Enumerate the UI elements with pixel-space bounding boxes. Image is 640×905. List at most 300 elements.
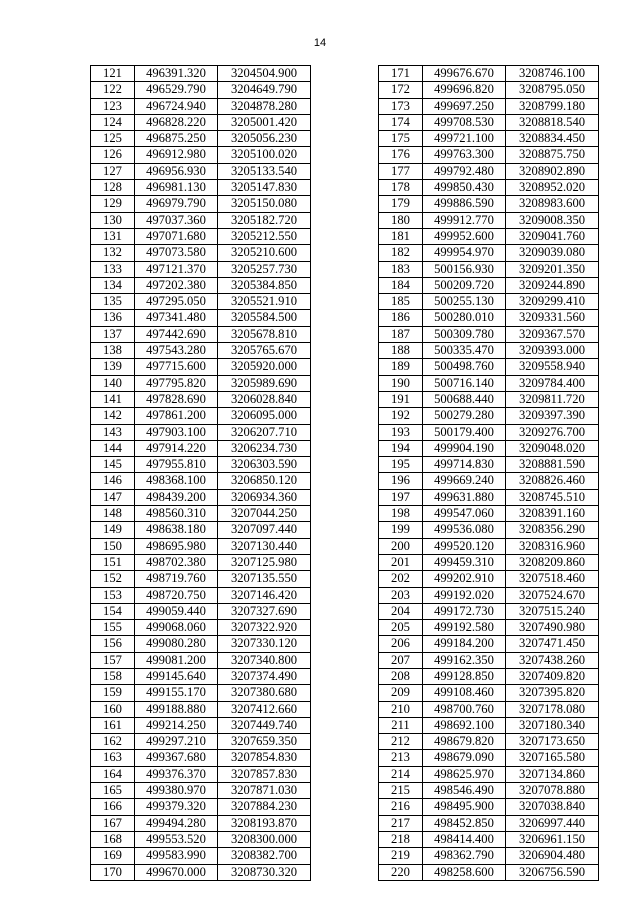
y-coordinate-cell: 3207165.580 — [506, 750, 599, 766]
table-row — [91, 440, 311, 456]
y-coordinate-cell: 3205182.720 — [218, 212, 311, 228]
table-row — [91, 261, 311, 277]
y-coordinate-cell: 3205257.730 — [218, 261, 311, 277]
x-coordinate-cell: 500209.720 — [423, 277, 506, 293]
x-coordinate-cell: 499188.880 — [135, 701, 218, 717]
y-coordinate-cell: 3205678.810 — [218, 326, 311, 342]
y-coordinate-cell: 3207322.920 — [218, 620, 311, 636]
y-coordinate-cell: 3209244.890 — [506, 277, 599, 293]
point-number-cell: 139 — [91, 359, 135, 375]
point-number-cell: 171 — [379, 66, 423, 82]
table-row — [379, 391, 599, 407]
table-row — [91, 196, 311, 212]
x-coordinate-cell: 496828.220 — [135, 114, 218, 130]
y-coordinate-cell: 3205384.850 — [218, 277, 311, 293]
x-coordinate-cell: 498368.100 — [135, 473, 218, 489]
table-row — [379, 131, 599, 147]
table-row — [91, 310, 311, 326]
table-row — [379, 98, 599, 114]
y-coordinate-cell: 3209367.570 — [506, 326, 599, 342]
y-coordinate-cell: 3209276.700 — [506, 424, 599, 440]
y-coordinate-cell: 3207078.880 — [506, 783, 599, 799]
x-coordinate-cell: 498625.970 — [423, 766, 506, 782]
point-number-cell: 135 — [91, 294, 135, 310]
point-number-cell: 121 — [91, 66, 135, 82]
x-coordinate-cell: 496724.940 — [135, 98, 218, 114]
y-coordinate-cell: 3207044.250 — [218, 506, 311, 522]
y-coordinate-cell: 3207449.740 — [218, 717, 311, 733]
x-coordinate-cell: 496981.130 — [135, 180, 218, 196]
y-coordinate-cell: 3205056.230 — [218, 131, 311, 147]
y-coordinate-cell: 3207330.120 — [218, 636, 311, 652]
point-number-cell: 134 — [91, 277, 135, 293]
x-coordinate-cell: 499583.990 — [135, 848, 218, 864]
point-number-cell: 174 — [379, 114, 423, 130]
point-number-cell: 147 — [91, 489, 135, 505]
x-coordinate-cell: 500156.930 — [423, 261, 506, 277]
point-number-cell: 164 — [91, 766, 135, 782]
table-row — [379, 522, 599, 538]
x-coordinate-cell: 499912.770 — [423, 212, 506, 228]
y-coordinate-cell: 3208745.510 — [506, 489, 599, 505]
point-number-cell: 192 — [379, 408, 423, 424]
x-coordinate-cell: 497543.280 — [135, 343, 218, 359]
point-number-cell: 195 — [379, 457, 423, 473]
x-coordinate-cell: 497341.480 — [135, 310, 218, 326]
x-coordinate-cell: 499631.880 — [423, 489, 506, 505]
y-coordinate-cell: 3209039.080 — [506, 245, 599, 261]
point-number-cell: 156 — [91, 636, 135, 652]
x-coordinate-cell: 498695.980 — [135, 538, 218, 554]
y-coordinate-cell: 3207409.820 — [506, 668, 599, 684]
point-number-cell: 187 — [379, 326, 423, 342]
x-coordinate-cell: 499214.250 — [135, 717, 218, 733]
point-number-cell: 177 — [379, 163, 423, 179]
y-coordinate-cell: 3209784.400 — [506, 375, 599, 391]
point-number-cell: 197 — [379, 489, 423, 505]
table-row — [379, 245, 599, 261]
point-number-cell: 166 — [91, 799, 135, 815]
table-row — [379, 375, 599, 391]
y-coordinate-cell: 3207857.830 — [218, 766, 311, 782]
table-row — [379, 538, 599, 554]
x-coordinate-cell: 499714.830 — [423, 457, 506, 473]
point-number-cell: 176 — [379, 147, 423, 163]
table-row — [91, 783, 311, 799]
point-number-cell: 138 — [91, 343, 135, 359]
x-coordinate-cell: 499676.670 — [423, 66, 506, 82]
table-row — [379, 734, 599, 750]
table-row — [91, 359, 311, 375]
point-number-cell: 146 — [91, 473, 135, 489]
y-coordinate-cell: 3208382.700 — [218, 848, 311, 864]
point-number-cell: 216 — [379, 799, 423, 815]
point-number-cell: 200 — [379, 538, 423, 554]
y-coordinate-cell: 3208316.960 — [506, 538, 599, 554]
table-row — [91, 554, 311, 570]
x-coordinate-cell: 499145.640 — [135, 668, 218, 684]
point-number-cell: 151 — [91, 554, 135, 570]
table-row — [379, 294, 599, 310]
y-coordinate-cell: 3206934.360 — [218, 489, 311, 505]
table-row — [91, 620, 311, 636]
table-row — [379, 506, 599, 522]
x-coordinate-cell: 499155.170 — [135, 685, 218, 701]
y-coordinate-cell: 3208193.870 — [218, 815, 311, 831]
table-row — [91, 457, 311, 473]
table-row — [379, 620, 599, 636]
x-coordinate-cell: 499721.100 — [423, 131, 506, 147]
point-number-cell: 220 — [379, 864, 423, 880]
point-number-cell: 212 — [379, 734, 423, 750]
table-row — [379, 82, 599, 98]
x-coordinate-cell: 499108.460 — [423, 685, 506, 701]
x-coordinate-cell: 499952.600 — [423, 228, 506, 244]
y-coordinate-cell: 3207125.980 — [218, 554, 311, 570]
y-coordinate-cell: 3209041.760 — [506, 228, 599, 244]
point-number-cell: 214 — [379, 766, 423, 782]
table-row — [379, 180, 599, 196]
table-row — [379, 424, 599, 440]
point-number-cell: 217 — [379, 815, 423, 831]
x-coordinate-cell: 499494.280 — [135, 815, 218, 831]
point-number-cell: 204 — [379, 603, 423, 619]
x-coordinate-cell: 499696.820 — [423, 82, 506, 98]
point-number-cell: 219 — [379, 848, 423, 864]
point-number-cell: 137 — [91, 326, 135, 342]
y-coordinate-cell: 3206850.120 — [218, 473, 311, 489]
point-number-cell: 125 — [91, 131, 135, 147]
x-coordinate-cell: 496979.790 — [135, 196, 218, 212]
y-coordinate-cell: 3205100.020 — [218, 147, 311, 163]
x-coordinate-cell: 497121.370 — [135, 261, 218, 277]
table-row — [91, 571, 311, 587]
point-number-cell: 132 — [91, 245, 135, 261]
table-row — [91, 391, 311, 407]
x-coordinate-cell: 497202.380 — [135, 277, 218, 293]
y-coordinate-cell: 3208300.000 — [218, 831, 311, 847]
y-coordinate-cell: 3207038.840 — [506, 799, 599, 815]
point-number-cell: 198 — [379, 506, 423, 522]
point-number-cell: 208 — [379, 668, 423, 684]
y-coordinate-cell: 3208795.050 — [506, 82, 599, 98]
x-coordinate-cell: 499184.200 — [423, 636, 506, 652]
x-coordinate-cell: 496529.790 — [135, 82, 218, 98]
point-number-cell: 122 — [91, 82, 135, 98]
y-coordinate-cell: 3209201.350 — [506, 261, 599, 277]
table-row — [379, 261, 599, 277]
x-coordinate-cell: 497071.680 — [135, 228, 218, 244]
x-coordinate-cell: 499297.210 — [135, 734, 218, 750]
table-row — [91, 473, 311, 489]
table-row — [91, 603, 311, 619]
table-row — [379, 343, 599, 359]
point-number-cell: 159 — [91, 685, 135, 701]
table-row — [91, 668, 311, 684]
table-row — [91, 408, 311, 424]
y-coordinate-cell: 3208875.750 — [506, 147, 599, 163]
table-row — [379, 359, 599, 375]
y-coordinate-cell: 3204878.280 — [218, 98, 311, 114]
table-row — [91, 277, 311, 293]
point-number-cell: 131 — [91, 228, 135, 244]
table-row — [379, 652, 599, 668]
y-coordinate-cell: 3207146.420 — [218, 587, 311, 603]
point-number-cell: 158 — [91, 668, 135, 684]
x-coordinate-cell: 498258.600 — [423, 864, 506, 880]
y-coordinate-cell: 3209299.410 — [506, 294, 599, 310]
x-coordinate-cell: 498679.090 — [423, 750, 506, 766]
point-number-cell: 218 — [379, 831, 423, 847]
table-row — [379, 473, 599, 489]
x-coordinate-cell: 498702.380 — [135, 554, 218, 570]
table-row — [379, 440, 599, 456]
point-number-cell: 152 — [91, 571, 135, 587]
table-row — [91, 131, 311, 147]
x-coordinate-cell: 499192.020 — [423, 587, 506, 603]
x-coordinate-cell: 499547.060 — [423, 506, 506, 522]
y-coordinate-cell: 3206756.590 — [506, 864, 599, 880]
point-number-cell: 182 — [379, 245, 423, 261]
x-coordinate-cell: 498414.400 — [423, 831, 506, 847]
y-coordinate-cell: 3207438.260 — [506, 652, 599, 668]
table-row — [91, 212, 311, 228]
point-number-cell: 136 — [91, 310, 135, 326]
x-coordinate-cell: 496391.320 — [135, 66, 218, 82]
y-coordinate-cell: 3206961.150 — [506, 831, 599, 847]
x-coordinate-cell: 499520.120 — [423, 538, 506, 554]
table-row — [91, 66, 311, 82]
table-row — [379, 831, 599, 847]
x-coordinate-cell: 498546.490 — [423, 783, 506, 799]
x-coordinate-cell: 497795.820 — [135, 375, 218, 391]
point-number-cell: 207 — [379, 652, 423, 668]
table-row — [379, 277, 599, 293]
y-coordinate-cell: 3205765.670 — [218, 343, 311, 359]
table-row — [379, 66, 599, 82]
table-row — [91, 652, 311, 668]
x-coordinate-cell: 499459.310 — [423, 554, 506, 570]
table-row — [91, 766, 311, 782]
y-coordinate-cell: 3208902.890 — [506, 163, 599, 179]
y-coordinate-cell: 3207134.860 — [506, 766, 599, 782]
x-coordinate-cell: 499376.370 — [135, 766, 218, 782]
point-number-cell: 172 — [379, 82, 423, 98]
y-coordinate-cell: 3205210.600 — [218, 245, 311, 261]
y-coordinate-cell: 3208834.450 — [506, 131, 599, 147]
x-coordinate-cell: 499763.300 — [423, 147, 506, 163]
table-row — [379, 571, 599, 587]
table-row — [91, 750, 311, 766]
point-number-cell: 183 — [379, 261, 423, 277]
x-coordinate-cell: 499162.350 — [423, 652, 506, 668]
table-row — [91, 799, 311, 815]
point-number-cell: 189 — [379, 359, 423, 375]
point-number-cell: 161 — [91, 717, 135, 733]
x-coordinate-cell: 499670.000 — [135, 864, 218, 880]
x-coordinate-cell: 499379.320 — [135, 799, 218, 815]
coordinates-table-left — [90, 65, 311, 881]
y-coordinate-cell: 3208799.180 — [506, 98, 599, 114]
x-coordinate-cell: 497037.360 — [135, 212, 218, 228]
point-number-cell: 209 — [379, 685, 423, 701]
x-coordinate-cell: 500688.440 — [423, 391, 506, 407]
table-row — [91, 848, 311, 864]
table-row — [379, 864, 599, 880]
y-coordinate-cell: 3205001.420 — [218, 114, 311, 130]
y-coordinate-cell: 3207130.440 — [218, 538, 311, 554]
point-number-cell: 150 — [91, 538, 135, 554]
point-number-cell: 127 — [91, 163, 135, 179]
x-coordinate-cell: 499172.730 — [423, 603, 506, 619]
x-coordinate-cell: 498439.200 — [135, 489, 218, 505]
x-coordinate-cell: 500179.400 — [423, 424, 506, 440]
point-number-cell: 186 — [379, 310, 423, 326]
point-number-cell: 181 — [379, 228, 423, 244]
x-coordinate-cell: 499904.190 — [423, 440, 506, 456]
y-coordinate-cell: 3209558.940 — [506, 359, 599, 375]
x-coordinate-cell: 499059.440 — [135, 603, 218, 619]
y-coordinate-cell: 3205147.830 — [218, 180, 311, 196]
y-coordinate-cell: 3207340.800 — [218, 652, 311, 668]
x-coordinate-cell: 497903.100 — [135, 424, 218, 440]
x-coordinate-cell: 500498.760 — [423, 359, 506, 375]
x-coordinate-cell: 499367.680 — [135, 750, 218, 766]
y-coordinate-cell: 3205920.000 — [218, 359, 311, 375]
table-row — [91, 294, 311, 310]
table-row — [379, 717, 599, 733]
point-number-cell: 205 — [379, 620, 423, 636]
x-coordinate-cell: 498452.850 — [423, 815, 506, 831]
point-number-cell: 140 — [91, 375, 135, 391]
table-row — [379, 212, 599, 228]
point-number-cell: 190 — [379, 375, 423, 391]
point-number-cell: 142 — [91, 408, 135, 424]
y-coordinate-cell: 3207180.340 — [506, 717, 599, 733]
table-row — [91, 114, 311, 130]
x-coordinate-cell: 498692.100 — [423, 717, 506, 733]
table-row — [379, 196, 599, 212]
table-row — [379, 799, 599, 815]
x-coordinate-cell: 498560.310 — [135, 506, 218, 522]
x-coordinate-cell: 499697.250 — [423, 98, 506, 114]
y-coordinate-cell: 3208818.540 — [506, 114, 599, 130]
y-coordinate-cell: 3209393.000 — [506, 343, 599, 359]
x-coordinate-cell: 497073.580 — [135, 245, 218, 261]
point-number-cell: 178 — [379, 180, 423, 196]
point-number-cell: 145 — [91, 457, 135, 473]
coordinates-table-right — [378, 65, 599, 881]
x-coordinate-cell: 500309.780 — [423, 326, 506, 342]
x-coordinate-cell: 499792.480 — [423, 163, 506, 179]
y-coordinate-cell: 3206234.730 — [218, 440, 311, 456]
table-row — [91, 734, 311, 750]
point-number-cell: 163 — [91, 750, 135, 766]
table-row — [91, 506, 311, 522]
y-coordinate-cell: 3206904.480 — [506, 848, 599, 864]
point-number-cell: 168 — [91, 831, 135, 847]
x-coordinate-cell: 499669.240 — [423, 473, 506, 489]
y-coordinate-cell: 3208881.590 — [506, 457, 599, 473]
y-coordinate-cell: 3208356.290 — [506, 522, 599, 538]
y-coordinate-cell: 3207327.690 — [218, 603, 311, 619]
point-number-cell: 202 — [379, 571, 423, 587]
table-row — [379, 636, 599, 652]
point-number-cell: 175 — [379, 131, 423, 147]
y-coordinate-cell: 3208391.160 — [506, 506, 599, 522]
table-row — [91, 82, 311, 98]
table-row — [91, 864, 311, 880]
y-coordinate-cell: 3207524.670 — [506, 587, 599, 603]
x-coordinate-cell: 498638.180 — [135, 522, 218, 538]
x-coordinate-cell: 497442.690 — [135, 326, 218, 342]
point-number-cell: 173 — [379, 98, 423, 114]
x-coordinate-cell: 500255.130 — [423, 294, 506, 310]
x-coordinate-cell: 497715.600 — [135, 359, 218, 375]
x-coordinate-cell: 498679.820 — [423, 734, 506, 750]
y-coordinate-cell: 3207471.450 — [506, 636, 599, 652]
y-coordinate-cell: 3209008.350 — [506, 212, 599, 228]
point-number-cell: 148 — [91, 506, 135, 522]
x-coordinate-cell: 498495.900 — [423, 799, 506, 815]
y-coordinate-cell: 3208952.020 — [506, 180, 599, 196]
point-number-cell: 128 — [91, 180, 135, 196]
x-coordinate-cell: 496912.980 — [135, 147, 218, 163]
y-coordinate-cell: 3207515.240 — [506, 603, 599, 619]
x-coordinate-cell: 500280.010 — [423, 310, 506, 326]
table-row — [379, 326, 599, 342]
table-row — [91, 180, 311, 196]
y-coordinate-cell: 3207135.550 — [218, 571, 311, 587]
point-number-cell: 210 — [379, 701, 423, 717]
x-coordinate-cell: 499886.590 — [423, 196, 506, 212]
table-row — [91, 489, 311, 505]
point-number-cell: 191 — [379, 391, 423, 407]
table-row — [91, 701, 311, 717]
table-row — [379, 603, 599, 619]
point-number-cell: 155 — [91, 620, 135, 636]
point-number-cell: 149 — [91, 522, 135, 538]
y-coordinate-cell: 3206095.000 — [218, 408, 311, 424]
x-coordinate-cell: 499080.280 — [135, 636, 218, 652]
x-coordinate-cell: 499192.580 — [423, 620, 506, 636]
table-row — [91, 587, 311, 603]
y-coordinate-cell: 3207659.350 — [218, 734, 311, 750]
x-coordinate-cell: 497861.200 — [135, 408, 218, 424]
table-row — [379, 163, 599, 179]
point-number-cell: 169 — [91, 848, 135, 864]
y-coordinate-cell: 3205989.690 — [218, 375, 311, 391]
x-coordinate-cell: 496956.930 — [135, 163, 218, 179]
table-row — [379, 408, 599, 424]
y-coordinate-cell: 3205150.080 — [218, 196, 311, 212]
y-coordinate-cell: 3207380.680 — [218, 685, 311, 701]
table-row — [91, 636, 311, 652]
x-coordinate-cell: 499536.080 — [423, 522, 506, 538]
point-number-cell: 213 — [379, 750, 423, 766]
table-row — [91, 326, 311, 342]
x-coordinate-cell: 498700.760 — [423, 701, 506, 717]
table-row — [379, 783, 599, 799]
table-row — [379, 750, 599, 766]
point-number-cell: 129 — [91, 196, 135, 212]
y-coordinate-cell: 3207178.080 — [506, 701, 599, 717]
y-coordinate-cell: 3205212.550 — [218, 228, 311, 244]
x-coordinate-cell: 499068.060 — [135, 620, 218, 636]
point-number-cell: 126 — [91, 147, 135, 163]
point-number-cell: 193 — [379, 424, 423, 440]
table-row — [379, 147, 599, 163]
